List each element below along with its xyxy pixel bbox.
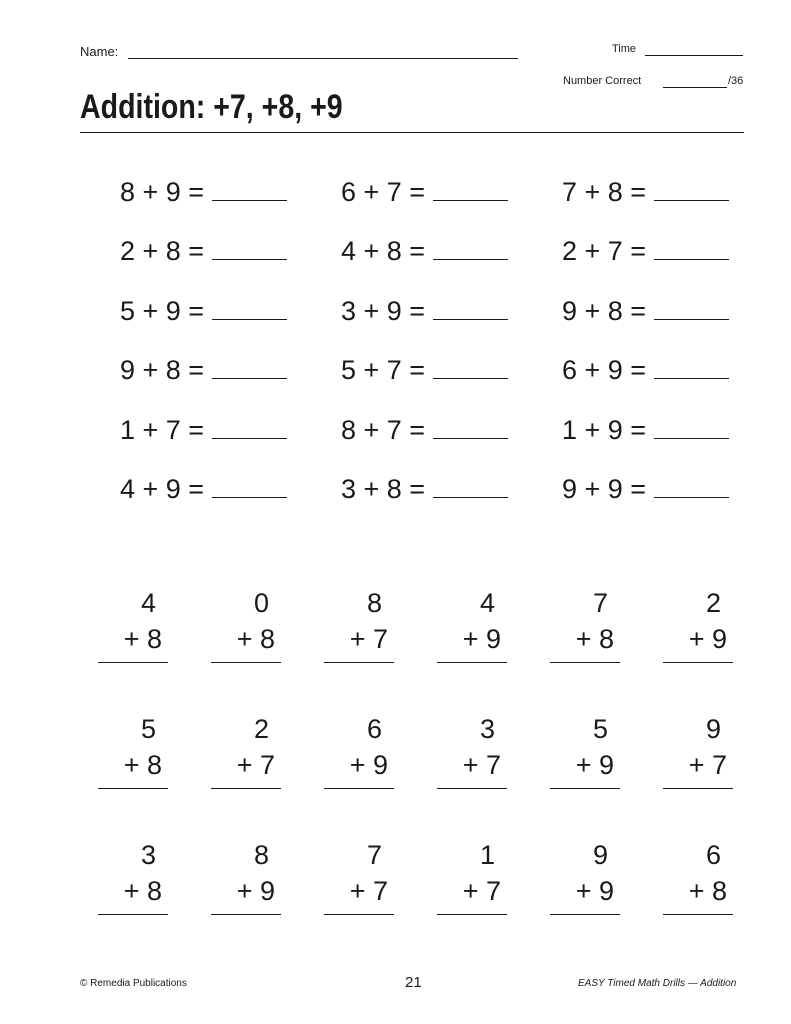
bottom-addend: + 8	[688, 876, 727, 906]
horizontal-problem	[341, 410, 541, 450]
problem-equation: 8 + 9 =	[120, 176, 205, 207]
horizontal-problem	[341, 291, 541, 331]
horizontal-problem	[341, 172, 541, 212]
top-addend: 5	[592, 714, 608, 744]
page-title: Addition: +7, +8, +9	[80, 88, 343, 126]
vertical-problem	[324, 588, 394, 663]
bottom-addend: + 8	[575, 624, 614, 654]
horizontal-problem	[562, 351, 762, 391]
answer-blank[interactable]	[212, 259, 287, 260]
vertical-problem	[437, 714, 507, 789]
problem-equation: 5 + 7 =	[341, 355, 426, 385]
horizontal-problem	[562, 232, 762, 272]
top-addend: 4	[140, 588, 156, 618]
bottom-addend: + 7	[349, 624, 388, 654]
horizontal-problem	[120, 410, 320, 450]
problem-equation: 4 + 8 =	[341, 236, 426, 266]
bottom-addend: + 7	[349, 876, 388, 906]
answer-line[interactable]	[437, 914, 507, 915]
horizontal-problem	[120, 232, 320, 272]
number-correct-total: /36	[728, 75, 744, 87]
answer-blank[interactable]	[433, 319, 508, 320]
horizontal-problem	[120, 470, 320, 510]
answer-line[interactable]	[663, 788, 733, 789]
problem-equation: 3 + 8 =	[341, 474, 426, 504]
horizontal-problem	[341, 232, 541, 272]
vertical-problem	[663, 714, 733, 789]
answer-blank[interactable]	[654, 438, 729, 439]
answer-blank[interactable]	[654, 200, 729, 201]
answer-line[interactable]	[211, 914, 281, 915]
top-addend: 8	[366, 588, 382, 618]
top-addend: 0	[253, 588, 269, 618]
top-addend: 8	[253, 840, 269, 870]
problem-equation: 9 + 8 =	[562, 295, 647, 326]
horizontal-problem	[341, 351, 541, 391]
answer-line[interactable]	[211, 662, 281, 663]
answer-blank[interactable]	[654, 259, 729, 260]
answer-line[interactable]	[550, 662, 620, 663]
vertical-problem	[550, 588, 620, 663]
answer-line[interactable]	[550, 914, 620, 915]
answer-blank[interactable]	[212, 438, 287, 439]
vertical-problem	[550, 714, 620, 789]
answer-line[interactable]	[98, 788, 168, 789]
problem-equation: 3 + 9 =	[341, 295, 426, 326]
top-addend: 1	[479, 840, 495, 870]
problem-equation: 7 + 8 =	[562, 176, 647, 207]
answer-line[interactable]	[663, 662, 733, 663]
title-divider	[80, 132, 744, 133]
answer-blank[interactable]	[433, 259, 508, 260]
top-addend: 3	[140, 840, 156, 870]
answer-line[interactable]	[324, 788, 394, 789]
answer-line[interactable]	[663, 914, 733, 915]
problem-equation: 9 + 8 =	[120, 355, 205, 385]
number-correct-label: Number Correct	[563, 75, 642, 87]
problem-equation: 2 + 7 =	[562, 236, 647, 266]
horizontal-problem	[562, 410, 762, 450]
top-addend: 9	[592, 840, 608, 870]
answer-blank[interactable]	[433, 497, 508, 498]
problem-equation: 6 + 7 =	[341, 176, 426, 207]
bottom-addend: + 7	[462, 876, 501, 906]
top-addend: 4	[479, 588, 495, 618]
problem-equation: 4 + 9 =	[120, 474, 205, 504]
answer-blank[interactable]	[654, 497, 729, 498]
bottom-addend: + 9	[688, 624, 727, 654]
vertical-problem	[98, 714, 168, 789]
problem-equation: 1 + 9 =	[562, 414, 647, 445]
bottom-addend: + 9	[575, 750, 614, 780]
answer-blank[interactable]	[433, 438, 508, 439]
name-field-line[interactable]	[128, 58, 518, 59]
answer-line[interactable]	[437, 662, 507, 663]
horizontal-problem	[120, 351, 320, 391]
footer-publisher: © Remedia Publications	[80, 978, 187, 989]
time-label: Time	[612, 43, 637, 55]
vertical-problem	[550, 840, 620, 915]
bottom-addend: + 9	[349, 750, 388, 780]
bottom-addend: + 8	[123, 624, 162, 654]
horizontal-problem	[562, 291, 762, 331]
horizontal-problem	[562, 470, 762, 510]
answer-blank[interactable]	[212, 200, 287, 201]
horizontal-problem	[562, 172, 762, 212]
answer-blank[interactable]	[433, 378, 508, 379]
footer-book-title: EASY Timed Math Drills — Addition	[578, 978, 737, 989]
top-addend: 2	[705, 588, 721, 618]
vertical-problem	[98, 588, 168, 663]
problem-equation: 6 + 9 =	[562, 355, 647, 385]
top-addend: 7	[592, 588, 608, 618]
footer-page-number: 21	[405, 974, 422, 991]
answer-line[interactable]	[437, 788, 507, 789]
answer-blank[interactable]	[212, 378, 287, 379]
number-correct-field-line[interactable]	[663, 87, 727, 88]
bottom-addend: + 9	[236, 876, 275, 906]
answer-blank[interactable]	[654, 378, 729, 379]
time-field-line[interactable]	[645, 55, 743, 56]
vertical-problem	[324, 840, 394, 915]
answer-blank[interactable]	[212, 497, 287, 498]
problem-equation: 2 + 8 =	[120, 236, 205, 266]
vertical-problem	[324, 714, 394, 789]
top-addend: 6	[705, 840, 721, 870]
horizontal-problem	[120, 291, 320, 331]
vertical-problem	[211, 840, 281, 915]
bottom-addend: + 7	[688, 750, 727, 780]
vertical-problem	[98, 840, 168, 915]
bottom-addend: + 9	[575, 876, 614, 906]
horizontal-problem	[341, 470, 541, 510]
problem-equation: 8 + 7 =	[341, 414, 426, 445]
answer-blank[interactable]	[433, 200, 508, 201]
bottom-addend: + 8	[123, 750, 162, 780]
problem-equation: 5 + 9 =	[120, 295, 205, 326]
answer-line[interactable]	[98, 914, 168, 915]
answer-line[interactable]	[98, 662, 168, 663]
problem-equation: 1 + 7 =	[120, 414, 205, 445]
top-addend: 9	[705, 714, 721, 744]
answer-line[interactable]	[550, 788, 620, 789]
vertical-problem	[437, 588, 507, 663]
bottom-addend: + 8	[236, 624, 275, 654]
answer-line[interactable]	[324, 662, 394, 663]
bottom-addend: + 7	[462, 750, 501, 780]
answer-line[interactable]	[211, 788, 281, 789]
vertical-problem	[437, 840, 507, 915]
top-addend: 6	[366, 714, 382, 744]
bottom-addend: + 9	[462, 624, 501, 654]
answer-blank[interactable]	[654, 319, 729, 320]
vertical-problem	[211, 714, 281, 789]
vertical-problem	[663, 588, 733, 663]
top-addend: 5	[140, 714, 156, 744]
answer-line[interactable]	[324, 914, 394, 915]
top-addend: 3	[479, 714, 495, 744]
horizontal-problem	[120, 172, 320, 212]
problem-equation: 9 + 9 =	[562, 474, 647, 504]
vertical-problem	[211, 588, 281, 663]
bottom-addend: + 7	[236, 750, 275, 780]
top-addend: 2	[253, 714, 269, 744]
answer-blank[interactable]	[212, 319, 287, 320]
vertical-problem	[663, 840, 733, 915]
top-addend: 7	[366, 840, 382, 870]
name-label: Name:	[80, 44, 119, 59]
bottom-addend: + 8	[123, 876, 162, 906]
